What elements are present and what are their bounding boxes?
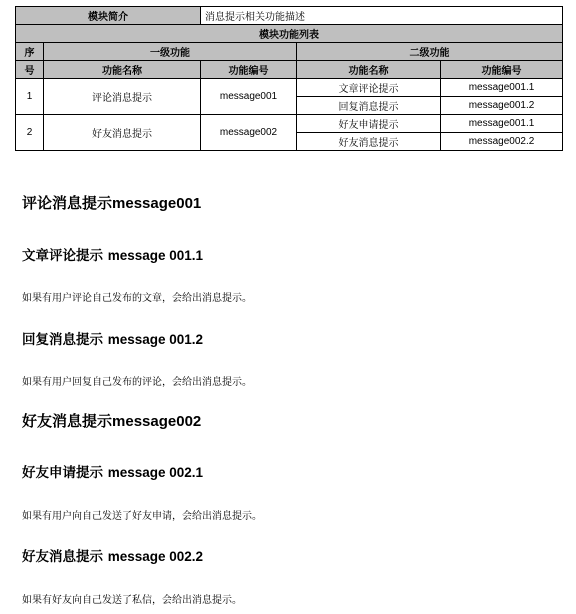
column-header-row <box>16 61 563 79</box>
section-desc-article-comment: 如果有用户评论自己发布的文章，会给出消息提示。 <box>22 293 252 304</box>
level2-header: 二级功能 <box>297 43 563 61</box>
module-table-wrapper <box>15 6 562 151</box>
section-heading-friend-request: 好友申请提示 message 002.1 <box>22 465 204 481</box>
level2-name-header: 功能名称 <box>297 61 441 79</box>
table-row <box>16 79 563 97</box>
section-heading-comment: 评论消息提示message001 <box>22 194 202 212</box>
module-intro-value: 消息提示相关功能描述 <box>201 7 563 25</box>
intro-row <box>16 7 563 25</box>
table-row <box>16 115 563 133</box>
row-seq: 1 <box>16 79 44 115</box>
sub-function-code: message001.1 <box>441 79 563 97</box>
level1-header: 一级功能 <box>44 43 297 61</box>
row-function-name: 好友消息提示 <box>44 115 201 151</box>
section-desc-friend-request: 如果有用户向自己发送了好友申请，会给出消息提示。 <box>22 511 262 522</box>
sub-function-name: 文章评论提示 <box>297 79 441 97</box>
sub-function-code: message001.2 <box>441 97 563 115</box>
sub-function-code: message002.2 <box>441 133 563 151</box>
row-seq: 2 <box>16 115 44 151</box>
sub-function-name: 好友申请提示 <box>297 115 441 133</box>
seq-header-1: 序 <box>16 43 44 61</box>
row-function-code: message002 <box>201 115 297 151</box>
section-heading-friend: 好友消息提示message002 <box>22 412 202 430</box>
row-function-name: 评论消息提示 <box>44 79 201 115</box>
module-table <box>15 6 563 151</box>
level1-code-header: 功能编号 <box>201 61 297 79</box>
section-heading-reply: 回复消息提示 message 001.2 <box>22 332 204 348</box>
list-title-row <box>16 25 563 43</box>
section-heading-friend-message: 好友消息提示 message 002.2 <box>22 549 204 565</box>
sub-function-code: message001.1 <box>441 115 563 133</box>
level1-name-header: 功能名称 <box>44 61 201 79</box>
seq-header-2: 号 <box>16 61 44 79</box>
section-desc-friend-message: 如果有好友向自己发送了私信，会给出消息提示。 <box>22 595 242 606</box>
module-intro-label: 模块简介 <box>16 7 201 25</box>
row-function-code: message001 <box>201 79 297 115</box>
section-heading-article-comment: 文章评论提示 message 001.1 <box>22 248 204 264</box>
sub-function-name: 好友消息提示 <box>297 133 441 151</box>
section-desc-reply: 如果有用户回复自己发布的评论，会给出消息提示。 <box>22 377 252 388</box>
module-list-title: 模块功能列表 <box>16 25 563 43</box>
level2-code-header: 功能编号 <box>441 61 563 79</box>
sub-function-name: 回复消息提示 <box>297 97 441 115</box>
level-header-row <box>16 43 563 61</box>
